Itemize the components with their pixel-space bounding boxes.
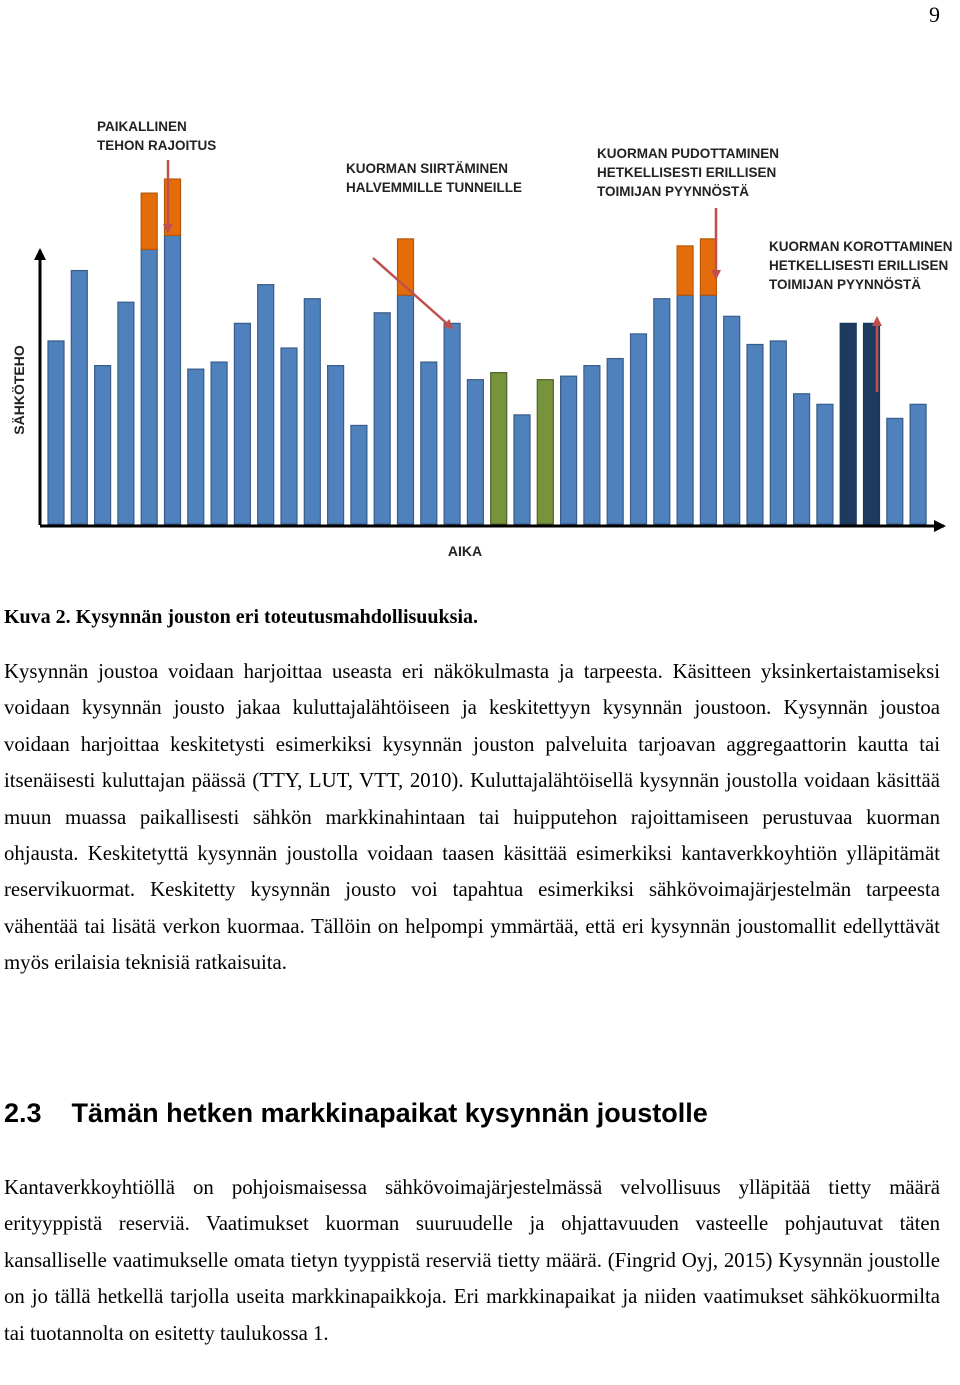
bar-6 (188, 369, 204, 524)
bar-26 (654, 299, 670, 524)
bar-20 (514, 415, 530, 524)
annotation-load-drop: KUORMAN PUDOTTAMINEN HETKELLISESTI ERILLISEN TOIMIJAN PYYNNÖSTÄ (597, 146, 779, 199)
bar-14 (374, 313, 390, 524)
annotation-load-raise: KUORMAN KOROTTAMINEN HETKELLISESTI ERILLISEN TOIMIJAN PYYNNÖSTÄ (769, 239, 953, 292)
bar-5 (165, 235, 181, 524)
bar-22 (561, 376, 577, 524)
bar-0 (48, 341, 64, 524)
bar-18 (467, 380, 483, 524)
bar-30 (747, 344, 763, 524)
annotation-load-shift: KUORMAN SIIRTÄMINEN HALVEMMILLE TUNNEILLE (346, 161, 522, 195)
x-axis-label: AIKA (447, 543, 483, 559)
bar-2 (95, 366, 111, 524)
bar-7 (211, 362, 227, 524)
bar-33 (817, 404, 833, 524)
bar-11 (304, 299, 320, 524)
bar-28-cut-segment (700, 239, 716, 295)
section-heading (4, 1098, 708, 1129)
bar-1 (71, 271, 87, 524)
bar-16 (421, 362, 437, 524)
annotation-peak-limit: PAIKALLINEN TEHON RAJOITUS (97, 119, 217, 153)
page-number: 9 (929, 2, 940, 27)
bar-group (48, 179, 926, 524)
bar-32 (794, 394, 810, 524)
bar-3 (118, 302, 134, 524)
y-axis-label: SÄHKÖTEHO (11, 345, 27, 435)
bar-23 (584, 366, 600, 524)
section-title: Tämän hetken markkinapaikat kysynnän joustolle (71, 1098, 708, 1128)
bar-19-shifted (491, 373, 507, 524)
bar-34-raised (840, 323, 856, 524)
bar-8 (234, 323, 250, 524)
bar-4 (141, 249, 157, 524)
bar-9 (258, 285, 274, 524)
bar-13 (351, 425, 367, 524)
bar-10 (281, 348, 297, 524)
bar-37 (910, 404, 926, 524)
bar-21-shifted (537, 380, 553, 524)
bar-17 (444, 323, 460, 524)
bar-29 (724, 316, 740, 524)
bar-27 (677, 295, 693, 524)
bar-4-cut-segment (141, 193, 157, 249)
bar-25 (631, 334, 647, 524)
bar-24 (607, 359, 623, 524)
paragraph-demand-response: Kysynnän joustoa voidaan harjoittaa useasta eri näkökulmasta ja tarpeesta. Käsitteen yksinkertaistamiseksi voidaan kysynnän jousto jakaa kuluttajalähtöiseen ja keskitettyyn kysynnän joustoon. Kysynnän joustoa voidaan harjoittaa keskitetysti esimerkiksi kysynnän jouston palveluita tarjoavan aggregaattorin kautta tai itsenäisesti kuluttajan päässä (TTY, LUT, VTT, 2010). Kuluttajalähtöisellä kysynnän joustolla voidaan käsittää muun muassa paikallisesti sähkön markkinahintaan tai huipputehon rajoittamiseen perustuvaa kuorman ohjausta. Keskitetyttä kysynnän joustolla voidaan taasen käsittää esimerkiksi kantaverkkoyhtiön ylläpitämät reservikuormat. Keskitetty kysynnän jousto voi tapahtua esimerkiksi sähkövoimajärjestelmän tarpeesta vähentää tai lisätä verkon kuormaa. Tällöin on helpompi ymmärtää, että eri kysynnän joustomallit edellyttävät myös erilaisia teknisiä ratkaisuita. (4, 660, 940, 975)
bar-15 (398, 295, 414, 524)
bar-27-cut-segment (677, 246, 693, 295)
figure-caption: Kuva 2. Kysynnän jouston eri toteutusmahdollisuuksia. (4, 606, 479, 628)
bar-31 (770, 341, 786, 524)
bar-12 (328, 366, 344, 524)
section-number: 2.3 (4, 1098, 42, 1128)
demand-response-figure (0, 100, 960, 570)
paragraph-market-places: Kantaverkkoyhtiöllä on pohjoismaisessa sähkövoimajärjestelmässä velvollisuus ylläpitää tietty määrä erityyppistä reserviä. Vaatimukset kuorman suuruudelle ja ohjattavuuden vasteelle pohjautuvat täten kansalliselle vaatimukselle omata tietyn tyyppistä reserviä tietty määrä. (Fingrid Oyj, 2015) Kysynnän joustolle on jo tällä hetkellä tarjolla useita markkinapaikkoja. Eri markkinapaikat ja niiden vaatimukset sähkökuormilta tai tuotannolta on esitetty taulukossa 1. (4, 1176, 940, 1345)
bar-36 (887, 418, 903, 524)
bar-28 (700, 295, 716, 524)
